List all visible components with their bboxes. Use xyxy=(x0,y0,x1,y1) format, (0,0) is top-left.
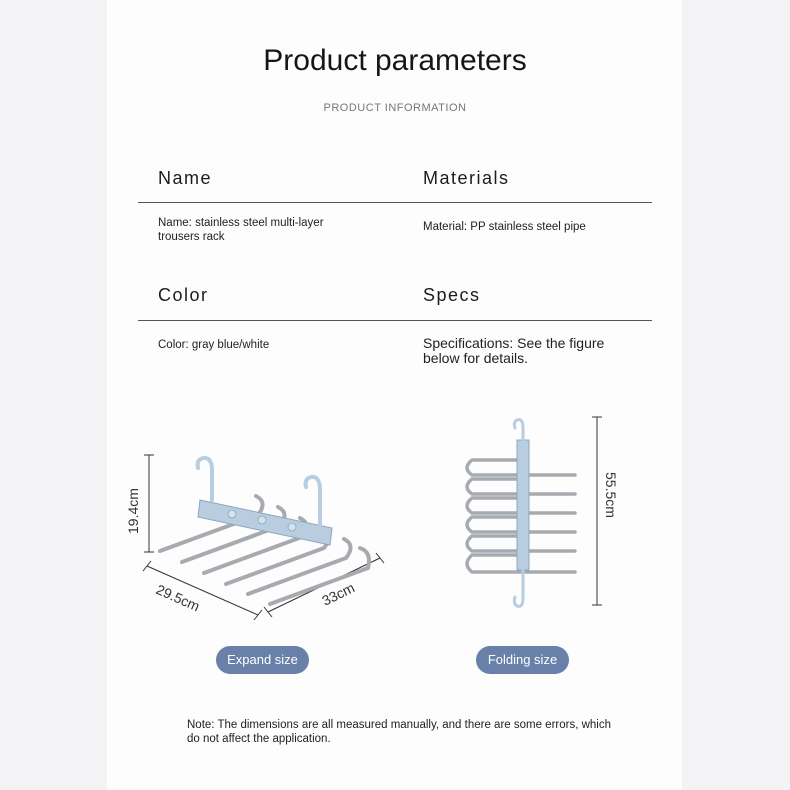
color-heading: Color xyxy=(158,285,209,305)
name-heading: Name xyxy=(158,168,213,188)
fold-height-dimension xyxy=(592,417,602,605)
page-subtitle: PRODUCT INFORMATION xyxy=(323,102,467,114)
page-title: Product parameters xyxy=(263,44,527,77)
fold-height-label: 55.5cm xyxy=(603,472,619,518)
expand-size-badge: Expand size xyxy=(216,646,309,674)
hanger-body xyxy=(517,440,529,570)
expand-height-label: 19.4cm xyxy=(125,488,141,534)
expand-depth-label: 29.5cm xyxy=(153,581,203,615)
color-value: Color: gray blue/white xyxy=(158,339,270,351)
folding-size-badge: Folding size xyxy=(476,646,569,674)
measurement-note: Note: The dimensions are all measured manually, and there are some errors, which do not affect the application. xyxy=(187,719,612,745)
materials-heading: Materials xyxy=(423,168,510,188)
specs-value: Specifications: See the figure below for details. xyxy=(423,335,605,366)
material-value: Material: PP stainless steel pipe xyxy=(423,221,586,233)
name-value: Name: stainless steel multi-layer trousers rack xyxy=(158,217,324,243)
specs-heading: Specs xyxy=(423,285,481,305)
expand-width-label: 33cm xyxy=(319,579,358,609)
